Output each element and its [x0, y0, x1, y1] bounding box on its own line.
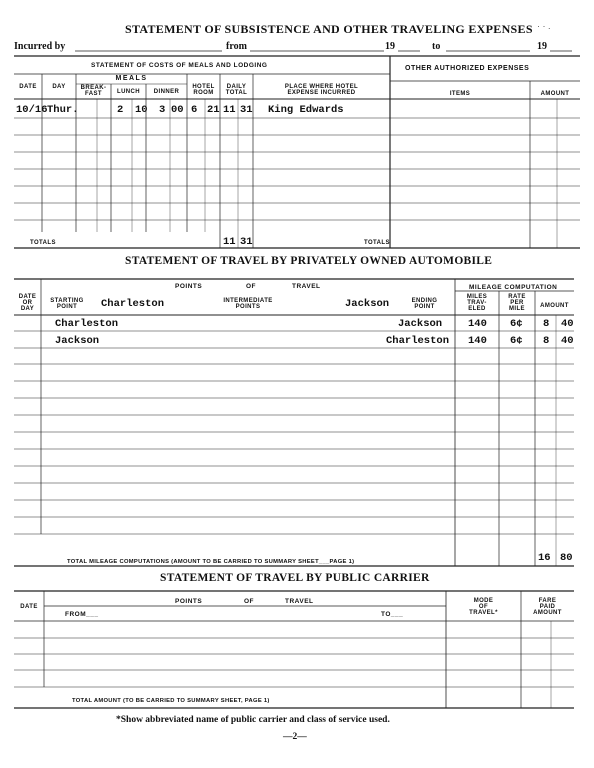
col-header-day: DAY — [52, 84, 66, 90]
carrier-col-fare-1: FARE — [538, 598, 557, 604]
year-prefix-from: 19 — [385, 41, 395, 52]
corner-marks-decoration: · · . — [537, 21, 551, 31]
auto-col-intermediate-2: POINTS — [235, 304, 261, 310]
meals-section-title: STATEMENT OF COSTS OF MEALS AND LODGING — [91, 62, 268, 69]
incurred-by-field[interactable] — [75, 38, 222, 51]
col-header-hotel-2: ROOM — [193, 90, 214, 96]
other-expenses-title: OTHER AUTHORIZED EXPENSES — [405, 65, 530, 72]
auto-col-date-2: OR — [22, 300, 33, 306]
auto-row-1-amount-dollars[interactable]: 8 — [543, 318, 550, 330]
footnote: *Show abbreviated name of public carrier and class of service used. — [116, 715, 390, 725]
meal-row-date[interactable]: 10/16 — [16, 104, 48, 116]
mileage-total-label: TOTAL MILEAGE COMPUTATIONS (AMOUNT TO BE CARRIED TO SUMMARY SHEET___PAGE 1) — [67, 559, 355, 565]
col-header-amount: AMOUNT — [540, 91, 570, 97]
meal-row-place[interactable]: King Edwards — [268, 104, 344, 116]
col-header-items: ITEMS — [449, 91, 471, 97]
from-date-field[interactable] — [250, 38, 384, 51]
auto-col-intermediate-1: INTERMEDIATE — [223, 298, 273, 304]
mileage-total-cents: 80 — [560, 552, 573, 564]
auto-col-date-1: DATE — [18, 294, 37, 300]
auto-col-end-1: ENDING — [411, 298, 438, 304]
carrier-col-mode-3: TRAVEL* — [469, 610, 498, 616]
mileage-total-dollars: 16 — [538, 552, 551, 564]
col-header-place-1: PLACE WHERE HOTEL — [284, 84, 359, 90]
meal-row-dinner-dollars[interactable]: 3 — [159, 104, 166, 116]
meal-row-lunch-cents[interactable]: 10 — [135, 104, 148, 116]
auto-col-rate-2: PER — [510, 300, 524, 306]
to-label: to — [432, 41, 441, 52]
meal-row-daily-cents[interactable]: 31 — [240, 104, 253, 116]
other-expenses-totals-label: TOTALS — [364, 240, 390, 246]
form-title: STATEMENT OF SUBSISTENCE AND OTHER TRAVELING EXPENSES — [125, 22, 533, 36]
auto-header-end-value: Jackson — [345, 298, 390, 310]
carrier-points-label: POINTS — [175, 598, 203, 605]
col-header-breakfast-2: FAST — [85, 91, 102, 97]
auto-row-1-end[interactable]: Jackson — [398, 318, 443, 330]
auto-of-label: OF — [246, 283, 257, 290]
carrier-to-label: TO___ — [381, 611, 404, 618]
auto-travel-label: TRAVEL — [292, 283, 321, 290]
mileage-computation-title: MILEAGE COMPUTATION — [469, 284, 558, 291]
auto-col-end-2: POINT — [414, 304, 435, 310]
col-header-hotel-1: HOTEL — [192, 84, 215, 90]
meals-total-cents: 31 — [240, 236, 253, 248]
auto-points-label: POINTS — [175, 283, 203, 290]
col-header-date: DATE — [19, 84, 37, 90]
auto-row-2-amount-dollars[interactable]: 8 — [543, 335, 550, 347]
col-header-meals: MEALS — [115, 75, 148, 82]
carrier-of-label: OF — [244, 598, 255, 605]
auto-col-date-3: DAY — [20, 306, 35, 312]
carrier-col-fare-2: PAID — [539, 604, 556, 610]
col-header-breakfast-1: BREAK- — [80, 85, 107, 91]
auto-row-1-start[interactable]: Charleston — [55, 318, 119, 330]
col-header-daily-1: DAILY — [226, 84, 247, 90]
auto-row-1-amount-cents[interactable]: 40 — [561, 318, 574, 330]
carrier-col-mode-2: OF — [478, 604, 489, 610]
auto-col-miles-2: TRAV- — [467, 300, 487, 306]
year-prefix-to: 19 — [537, 41, 547, 52]
auto-row-1-rate[interactable]: 6¢ — [510, 318, 523, 330]
auto-col-start-2: POINT — [56, 304, 78, 310]
meal-row-hotel-cents[interactable]: 21 — [207, 104, 220, 116]
meal-row-lunch-dollars[interactable]: 2 — [117, 104, 124, 116]
from-label: from — [226, 41, 247, 52]
incurred-by-label: Incurred by — [14, 41, 66, 52]
col-header-place-2: EXPENSE INCURRED — [287, 90, 356, 96]
col-header-dinner: DINNER — [153, 89, 180, 95]
auto-col-miles-3: ELED — [468, 306, 486, 312]
meals-totals-label: TOTALS — [30, 240, 56, 246]
carrier-from-label: FROM___ — [65, 611, 99, 618]
to-date-field[interactable] — [446, 38, 530, 51]
carrier-travel-label: TRAVEL — [285, 598, 314, 605]
auto-row-2-miles[interactable]: 140 — [468, 335, 487, 347]
carrier-total-label: TOTAL AMOUNT (TO BE CARRIED TO SUMMARY SHEET, PAGE 1) — [72, 698, 270, 704]
auto-col-amount: AMOUNT — [540, 303, 569, 309]
col-header-lunch: LUNCH — [117, 89, 140, 95]
auto-row-2-rate[interactable]: 6¢ — [510, 335, 523, 347]
col-header-daily-2: TOTAL — [225, 90, 248, 96]
auto-col-rate-1: RATE — [508, 294, 526, 300]
carrier-col-fare-3: AMOUNT — [533, 610, 562, 616]
carrier-section-title: STATEMENT OF TRAVEL BY PUBLIC CARRIER — [160, 572, 430, 584]
auto-row-2-end[interactable]: Charleston — [386, 335, 450, 347]
auto-section-title: STATEMENT OF TRAVEL BY PRIVATELY OWNED AUTOMOBILE — [125, 255, 493, 267]
auto-col-rate-3: MILE — [509, 306, 525, 312]
auto-col-miles-1: MILES — [466, 294, 488, 300]
carrier-col-mode-1: MODE — [473, 598, 494, 604]
carrier-col-date: DATE — [20, 604, 38, 610]
auto-col-start-1: STARTING — [50, 298, 84, 304]
auto-row-2-amount-cents[interactable]: 40 — [561, 335, 574, 347]
meal-row-hotel-dollars[interactable]: 6 — [191, 104, 198, 116]
meal-row-day[interactable]: Thur. — [47, 104, 79, 116]
meals-total-dollars: 11 — [223, 236, 236, 248]
auto-row-2-start[interactable]: Jackson — [55, 335, 100, 347]
auto-header-start-value: Charleston — [101, 298, 165, 310]
auto-row-1-miles[interactable]: 140 — [468, 318, 487, 330]
meal-row-dinner-cents[interactable]: 00 — [171, 104, 184, 116]
meal-row-daily-dollars[interactable]: 11 — [223, 104, 236, 116]
page-number: —2— — [283, 732, 307, 742]
